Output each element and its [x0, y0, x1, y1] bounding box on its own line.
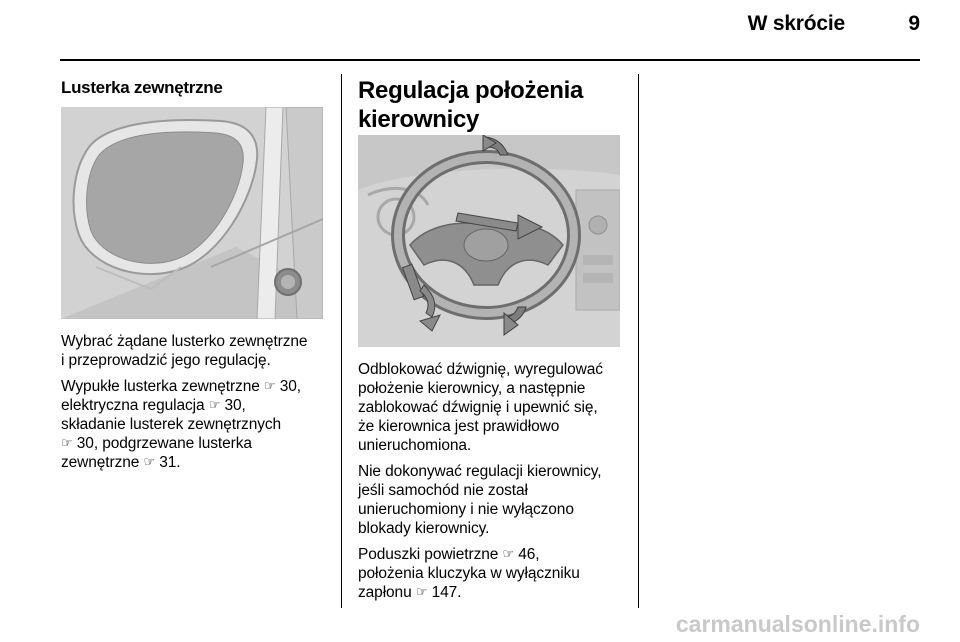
- arrow-reference-icon[interactable]: ☞: [263, 378, 276, 393]
- page-reference[interactable]: 30,: [224, 397, 246, 414]
- page-reference[interactable]: 46,: [518, 546, 540, 563]
- page-reference[interactable]: 31.: [159, 454, 181, 471]
- watermark: carmanualsonline.info: [675, 611, 920, 637]
- text-line: Nie dokonywać regulacji kierownicy,: [358, 463, 602, 480]
- column-divider-left: [341, 74, 342, 608]
- mirrors-description: [61, 332, 336, 479]
- text-line: położenia kluczyka w wyłączniku: [358, 565, 580, 582]
- mirrors-paragraph-2: [61, 377, 336, 472]
- side-mirror-icon: [61, 107, 323, 319]
- page-reference[interactable]: 147.: [431, 584, 462, 601]
- arrow-reference-icon[interactable]: ☞: [415, 584, 428, 599]
- steering-wheel-icon: [358, 135, 620, 347]
- text-line: unieruchomiony i nie wyłączono: [358, 501, 574, 518]
- text-line: składanie lusterek zewnętrznych: [61, 416, 282, 433]
- text-line: że kierownica jest prawidłowo: [358, 418, 560, 435]
- text-line: blokady kierownicy.: [358, 520, 490, 537]
- text-fragment: Wypukłe lusterka zewnętrzne: [61, 378, 260, 395]
- steering-paragraph-2: [358, 462, 633, 538]
- text-line: jeśli samochód nie został: [358, 482, 528, 499]
- steering-paragraph-1: [358, 360, 633, 455]
- text-fragment: elektryczna regulacja: [61, 397, 205, 414]
- steering-description: [358, 360, 633, 609]
- text-fragment: zewnętrzne: [61, 454, 140, 471]
- mirrors-paragraph-1: [61, 332, 336, 370]
- arrow-reference-icon[interactable]: ☞: [208, 397, 221, 412]
- section-title-mirrors: Lusterka zewnętrzne: [61, 78, 223, 97]
- text-line: Odblokować dźwignię, wyregulować: [358, 361, 603, 378]
- text-line: zablokować dźwignię i upewnić się,: [358, 399, 598, 416]
- text-line: unieruchomiona.: [358, 437, 472, 454]
- column-divider-right: [638, 74, 639, 608]
- title-line: kierownicy: [358, 106, 480, 133]
- text-line: Wybrać żądane lusterko zewnętrzne: [61, 333, 308, 350]
- page-number: 9: [908, 12, 920, 35]
- mirror-illustration: [61, 107, 323, 319]
- text-line: położenie kierownicy, a następnie: [358, 380, 586, 397]
- steering-illustration: [358, 135, 620, 347]
- header-divider: [60, 59, 920, 61]
- header-title: W skrócie: [747, 12, 845, 35]
- arrow-reference-icon[interactable]: ☞: [143, 454, 156, 469]
- page-reference[interactable]: 30, podgrzewane lusterka: [76, 435, 252, 452]
- text-fragment: zapłonu: [358, 584, 412, 601]
- steering-paragraph-3: [358, 545, 633, 602]
- arrow-reference-icon[interactable]: ☞: [61, 435, 73, 450]
- section-title-steering: [358, 76, 628, 134]
- arrow-reference-icon[interactable]: ☞: [502, 546, 515, 561]
- title-line: Regulacja położenia: [358, 77, 584, 104]
- page-reference[interactable]: 30,: [279, 378, 301, 395]
- text-fragment: Poduszki powietrzne: [358, 546, 499, 563]
- text-line: i przeprowadzić jego regulację.: [61, 352, 271, 369]
